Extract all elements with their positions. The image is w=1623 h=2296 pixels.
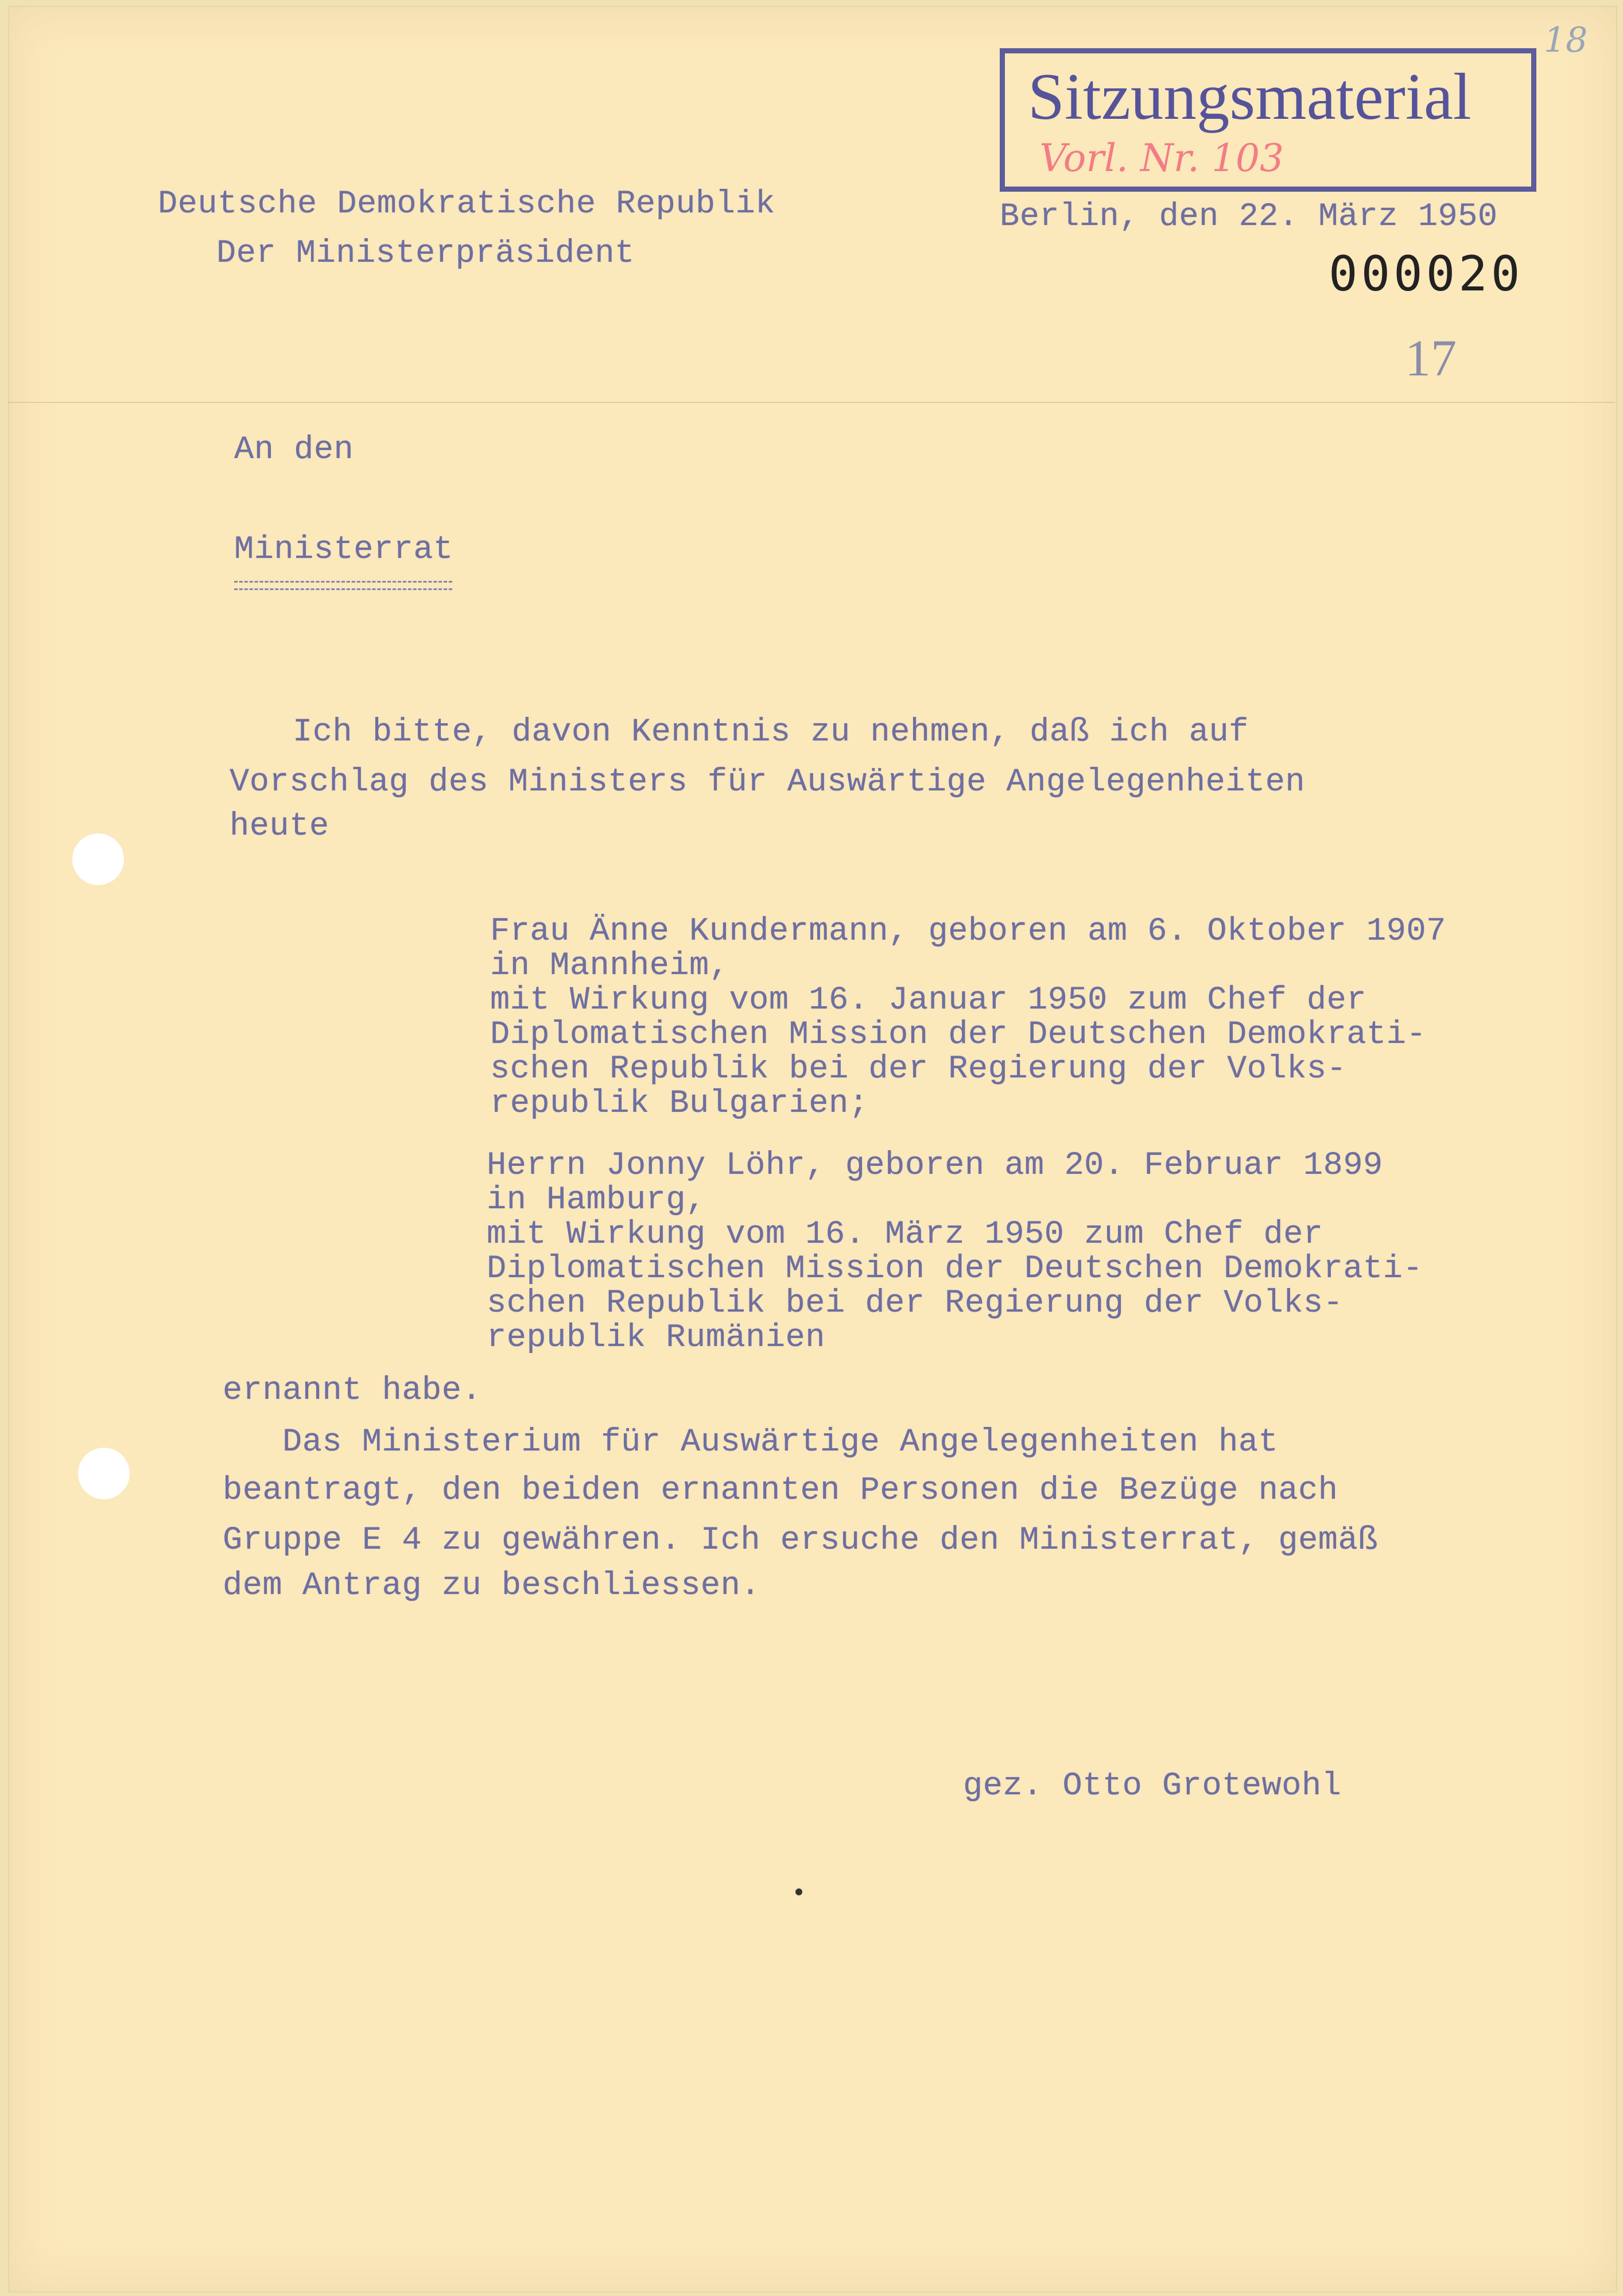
appointment1-line: in Mannheim, bbox=[490, 948, 729, 984]
pencil-page-number: 18 bbox=[1544, 20, 1588, 60]
appointment1-line: Frau Änne Kundermann, geboren am 6. Oktober 1907 bbox=[490, 913, 1446, 950]
handwritten-reference: Vorl. Nr. 103 bbox=[1039, 136, 1284, 180]
appointment2-line: Diplomatischen Mission der Deutschen Demokrati- bbox=[487, 1251, 1423, 1287]
appointment2-line: mit Wirkung vom 16. März 1950 zum Chef der bbox=[487, 1216, 1323, 1253]
fold-line bbox=[8, 402, 1615, 403]
session-material-stamp bbox=[1000, 48, 1536, 192]
appointment2-line: republik Rumänien bbox=[487, 1320, 825, 1356]
appointment2-line: in Hamburg, bbox=[487, 1182, 706, 1219]
date-line: Berlin, den 22. März 1950 bbox=[1000, 199, 1498, 235]
recipient-line-1: An den bbox=[234, 432, 354, 468]
appointment2-line: Herrn Jonny Löhr, geboren am 20. Februar 1899 bbox=[487, 1147, 1383, 1184]
intro-line: Vorschlag des Ministers für Auswärtige Angelegenheiten bbox=[230, 764, 1306, 801]
signature: gez. Otto Grotewohl bbox=[963, 1768, 1342, 1805]
appointment1-line: Diplomatischen Mission der Deutschen Demokrati- bbox=[490, 1017, 1427, 1053]
request-line: Gruppe E 4 zu gewähren. Ich ersuche den Ministerrat, gemäß bbox=[223, 1522, 1378, 1559]
intro-line: Ich bitte, davon Kenntnis zu nehmen, daß ich auf bbox=[293, 714, 1249, 751]
archive-number: 000020 bbox=[1329, 246, 1524, 302]
appointment1-line: mit Wirkung vom 16. Januar 1950 zum Chef der bbox=[490, 982, 1367, 1019]
appointment2-line: schen Republik bei der Regierung der Volks- bbox=[487, 1285, 1344, 1322]
stamp-text: Sitzungsmaterial bbox=[1028, 60, 1471, 133]
request-line: dem Antrag zu beschliessen. bbox=[223, 1568, 761, 1604]
punch-hole bbox=[72, 833, 124, 885]
appointment1-line: schen Republik bei der Regierung der Volks- bbox=[490, 1051, 1347, 1088]
sender-line-1: Deutsche Demokratische Republik bbox=[158, 186, 775, 223]
sender-line-2: Der Ministerpräsident bbox=[216, 235, 635, 272]
ink-dot bbox=[795, 1888, 802, 1895]
closing-intro: ernannt habe. bbox=[223, 1372, 482, 1409]
recipient-line-2: Ministerrat bbox=[234, 532, 453, 568]
folio-number: 17 bbox=[1405, 330, 1457, 387]
request-line: beantragt, den beiden ernannten Personen die Bezüge nach bbox=[223, 1472, 1338, 1509]
request-line: Das Ministerium für Auswärtige Angelegenheiten hat bbox=[282, 1424, 1279, 1461]
double-underline bbox=[234, 581, 452, 590]
intro-line: heute bbox=[230, 808, 329, 845]
appointment1-line: republik Bulgarien; bbox=[490, 1085, 869, 1122]
punch-hole bbox=[78, 1448, 130, 1499]
